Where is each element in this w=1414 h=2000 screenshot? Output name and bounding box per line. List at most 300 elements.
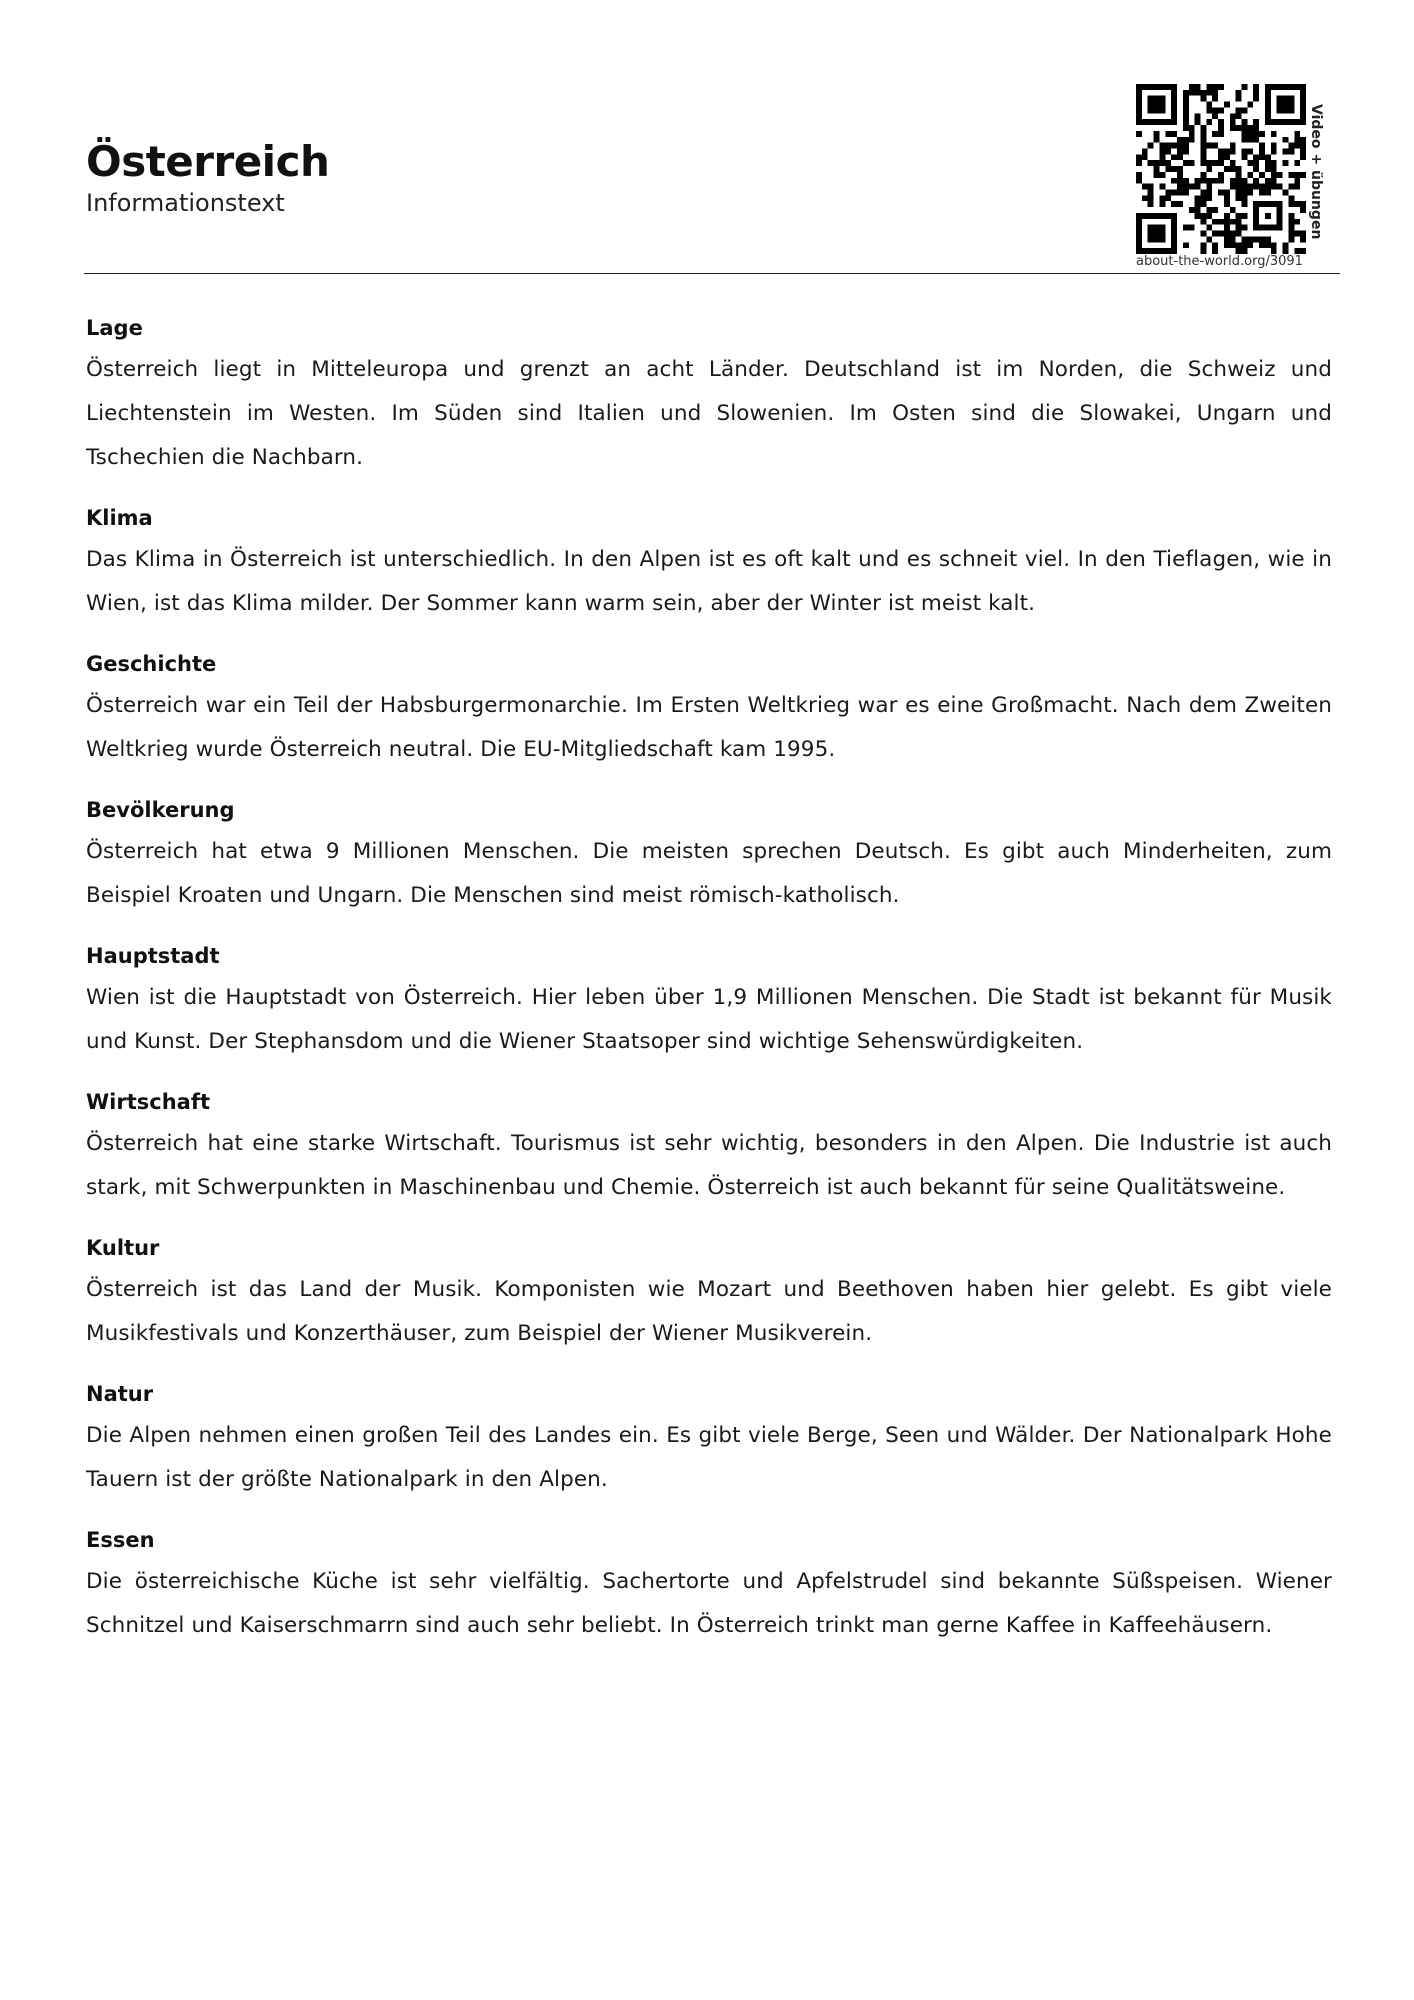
qr-module [1183, 143, 1189, 149]
qr-module [1259, 242, 1265, 248]
section-heading: Kultur [86, 1236, 160, 1260]
qr-module [1183, 125, 1189, 131]
qr-module [1236, 225, 1242, 231]
qr-module [1271, 184, 1277, 190]
qr-module [1247, 190, 1253, 196]
qr-code-block[interactable] [1136, 84, 1314, 268]
qr-module [1271, 172, 1277, 178]
qr-module [1236, 184, 1242, 190]
qr-module [1253, 90, 1259, 96]
qr-module [1200, 213, 1206, 219]
qr-module [1218, 148, 1224, 154]
qr-module [1200, 143, 1206, 149]
qr-module [1195, 184, 1201, 190]
qr-module [1271, 178, 1277, 184]
qr-url-text[interactable]: about-the-world.org/3091 [1136, 254, 1303, 269]
qr-module [1177, 172, 1183, 178]
qr-module [1224, 154, 1230, 160]
qr-module [1265, 178, 1271, 184]
qr-module [1142, 154, 1148, 160]
qr-module [1218, 190, 1224, 196]
qr-module [1177, 184, 1183, 190]
qr-module [1224, 231, 1230, 237]
qr-module [1212, 160, 1218, 166]
section-text: Österreich war ein Teil der Habsburgermonarchie. Im Ersten Weltkrieg war es eine Großmacht. Nach dem Zweiten Weltkrieg wurde Österreich neutral. Die EU-Mitgliedschaft kam 1995. [86, 693, 1332, 762]
qr-module [1154, 137, 1160, 143]
qr-module [1224, 213, 1230, 219]
qr-module [1212, 178, 1218, 184]
qr-module [1212, 96, 1218, 102]
qr-module [1218, 154, 1224, 160]
qr-module [1230, 231, 1236, 237]
qr-module [1206, 225, 1212, 231]
qr-module [1288, 213, 1294, 219]
qr-module [1236, 166, 1242, 172]
qr-module [1142, 148, 1148, 154]
qr-module [1218, 160, 1224, 166]
qr-module [1236, 107, 1242, 113]
qr-module [1218, 231, 1224, 237]
qr-module [1242, 213, 1248, 219]
qr-module [1253, 84, 1259, 90]
section-kultur [86, 1228, 1332, 1356]
qr-module [1183, 119, 1189, 125]
qr-module [1159, 201, 1165, 207]
qr-module [1259, 190, 1265, 196]
qr-module [1288, 236, 1294, 242]
qr-module [1212, 107, 1218, 113]
qr-module [1154, 131, 1160, 137]
qr-module [1189, 90, 1195, 96]
qr-module [1148, 201, 1154, 207]
qr-module [1253, 154, 1259, 160]
qr-module [1236, 213, 1242, 219]
qr-module [1253, 166, 1259, 172]
qr-module [1283, 160, 1289, 166]
qr-module [1183, 184, 1189, 190]
qr-module [1230, 166, 1236, 172]
qr-module [1200, 178, 1206, 184]
qr-module [1177, 166, 1183, 172]
qr-module [1206, 195, 1212, 201]
qr-module [1230, 160, 1236, 166]
qr-module [1218, 119, 1224, 125]
qr-module [1224, 225, 1230, 231]
qr-module [1212, 207, 1218, 213]
qr-module [1189, 225, 1195, 231]
qr-module [1200, 201, 1206, 207]
qr-module [1242, 119, 1248, 125]
page-header [86, 136, 329, 218]
qr-module [1200, 125, 1206, 131]
qr-module [1265, 166, 1271, 172]
qr-module [1177, 137, 1183, 143]
qr-module [1253, 137, 1259, 143]
qr-module [1247, 131, 1253, 137]
qr-module [1206, 213, 1212, 219]
qr-module [1288, 219, 1294, 225]
qr-module [1159, 160, 1165, 166]
qr-module [1236, 219, 1242, 225]
qr-module [1283, 148, 1289, 154]
qr-module [1230, 125, 1236, 131]
qr-module [1224, 236, 1230, 242]
qr-module [1206, 143, 1212, 149]
qr-module [1224, 195, 1230, 201]
qr-module [1189, 131, 1195, 137]
qr-module [1230, 148, 1236, 154]
qr-module [1206, 90, 1212, 96]
qr-module [1242, 184, 1248, 190]
qr-module [1247, 125, 1253, 131]
qr-module [1259, 143, 1265, 149]
qr-module [1271, 166, 1277, 172]
section-wirtschaft [86, 1082, 1332, 1210]
qr-module [1236, 96, 1242, 102]
qr-module [1183, 148, 1189, 154]
section-essen [86, 1520, 1332, 1648]
qr-module [1159, 172, 1165, 178]
qr-module [1136, 154, 1142, 160]
qr-module [1200, 195, 1206, 201]
qr-module [1265, 154, 1271, 160]
qr-module [1206, 184, 1212, 190]
qr-module [1142, 195, 1148, 201]
qr-module [1200, 148, 1206, 154]
qr-module [1183, 96, 1189, 102]
qr-module [1271, 143, 1277, 149]
qr-module [1183, 178, 1189, 184]
qr-module [1271, 242, 1277, 248]
qr-module [1288, 231, 1294, 237]
qr-module [1183, 137, 1189, 143]
qr-module [1253, 119, 1259, 125]
qr-module [1171, 166, 1177, 172]
qr-module [1236, 125, 1242, 131]
qr-module [1148, 195, 1154, 201]
section-text: Die österreichische Küche ist sehr vielfältig. Sachertorte und Apfelstrudel sind bekannte Süßspeisen. Wiener Schnitzel und Kaiserschmarrn sind auch sehr beliebt. In Österreich trinkt man gerne Kaffee in Kaffeehäusern. [86, 1569, 1332, 1638]
qr-module [1165, 166, 1171, 172]
page-title: Österreich [86, 137, 330, 186]
qr-module [1253, 125, 1259, 131]
qr-module [1253, 184, 1259, 190]
qr-module [1177, 143, 1183, 149]
qr-module [1177, 190, 1183, 196]
qr-module [1242, 154, 1248, 160]
section-heading: Klima [86, 506, 153, 530]
qr-module [1224, 190, 1230, 196]
qr-module [1183, 225, 1189, 231]
qr-module [1189, 160, 1195, 166]
qr-module [1171, 131, 1177, 137]
qr-module [1195, 119, 1201, 125]
section-hauptstadt [86, 936, 1332, 1064]
qr-module [1165, 190, 1171, 196]
qr-module [1242, 131, 1248, 137]
qr-module [1236, 242, 1242, 248]
qr-module [1242, 236, 1248, 242]
qr-module [1230, 119, 1236, 125]
qr-module [1165, 160, 1171, 166]
qr-module [1265, 236, 1271, 242]
qr-module [1259, 131, 1265, 137]
page-subtitle: Informationstext [86, 189, 285, 217]
section-bevoelkerung [86, 790, 1332, 918]
qr-module [1242, 84, 1248, 90]
qr-module [1171, 154, 1177, 160]
qr-module [1148, 143, 1154, 149]
qr-module [1265, 160, 1271, 166]
qr-module [1230, 236, 1236, 242]
qr-module [1189, 137, 1195, 143]
qr-module [1189, 125, 1195, 131]
qr-module [1189, 84, 1195, 90]
qr-module [1171, 201, 1177, 207]
section-heading: Wirtschaft [86, 1090, 211, 1114]
header-divider [84, 273, 1340, 274]
qr-module [1200, 219, 1206, 225]
qr-module [1200, 160, 1206, 166]
qr-module [1236, 231, 1242, 237]
qr-module [1265, 184, 1271, 190]
qr-module [1224, 148, 1230, 154]
qr-module [1218, 131, 1224, 137]
qr-module [1177, 154, 1183, 160]
section-heading: Bevölkerung [86, 798, 235, 822]
qr-module [1236, 172, 1242, 178]
qr-module [1224, 242, 1230, 248]
qr-module [1230, 242, 1236, 248]
qr-module [1206, 166, 1212, 172]
qr-module [1224, 219, 1230, 225]
qr-module [1183, 242, 1189, 248]
qr-module [1136, 178, 1142, 184]
qr-module [1230, 184, 1236, 190]
qr-module [1271, 131, 1277, 137]
qr-module [1271, 148, 1277, 154]
qr-module [1159, 195, 1165, 201]
qr-module [1206, 190, 1212, 196]
qr-module [1288, 201, 1294, 207]
qr-module [1195, 113, 1201, 119]
qr-module [1212, 113, 1218, 119]
section-geschichte [86, 644, 1332, 772]
qr-module [1253, 131, 1259, 137]
qr-module [1236, 90, 1242, 96]
section-klima [86, 498, 1332, 626]
qr-module [1177, 148, 1183, 154]
qr-module [1165, 131, 1171, 137]
qr-module [1206, 236, 1212, 242]
qr-module [1206, 160, 1212, 166]
qr-module [1259, 154, 1265, 160]
qr-module [1195, 195, 1201, 201]
qr-module [1212, 219, 1218, 225]
qr-module [1154, 166, 1160, 172]
section-heading: Essen [86, 1528, 155, 1552]
qr-code-icon[interactable] [1136, 84, 1306, 254]
qr-module [1171, 143, 1177, 149]
qr-module [1236, 178, 1242, 184]
qr-module [1212, 131, 1218, 137]
qr-module [1195, 178, 1201, 184]
qr-module [1165, 195, 1171, 201]
qr-module [1212, 90, 1218, 96]
section-heading: Lage [86, 316, 143, 340]
qr-module [1159, 143, 1165, 149]
qr-module [1265, 242, 1271, 248]
qr-module [1200, 90, 1206, 96]
qr-module [1148, 190, 1154, 196]
qr-module [1288, 143, 1294, 149]
section-text: Österreich ist das Land der Musik. Komponisten wie Mozart und Beethoven haben hier gelebt. Es gibt viele Musikfestivals und Konzerthäuser, zum Beispiel der Wiener Musikverein. [86, 1277, 1332, 1346]
qr-module [1259, 236, 1265, 242]
qr-module [1230, 178, 1236, 184]
section-text: Österreich hat etwa 9 Millionen Menschen. Die meisten sprechen Deutsch. Es gibt auch Minderheiten, zum Beispiel Kroaten und Ungarn. Die Menschen sind meist römisch-katholisch. [86, 839, 1332, 908]
qr-module [1224, 166, 1230, 172]
qr-module [1159, 184, 1165, 190]
qr-module [1247, 172, 1253, 178]
qr-module [1189, 184, 1195, 190]
qr-module [1236, 195, 1242, 201]
qr-module [1206, 102, 1212, 108]
qr-module [1200, 131, 1206, 137]
qr-module [1271, 160, 1277, 166]
qr-module [1242, 190, 1248, 196]
qr-module [1142, 184, 1148, 190]
qr-module [1259, 184, 1265, 190]
qr-module [1242, 178, 1248, 184]
qr-module [1200, 96, 1206, 102]
qr-module [1242, 125, 1248, 131]
qr-module [1136, 160, 1142, 166]
qr-module [1236, 190, 1242, 196]
qr-module [1206, 178, 1212, 184]
qr-module [1230, 219, 1236, 225]
qr-module [1148, 184, 1154, 190]
qr-module [1183, 90, 1189, 96]
qr-module [1154, 172, 1160, 178]
qr-module [1230, 143, 1236, 149]
main-content [86, 308, 1332, 1666]
section-heading: Hauptstadt [86, 944, 220, 968]
qr-module [1247, 236, 1253, 242]
qr-module [1195, 90, 1201, 96]
qr-module [1171, 178, 1177, 184]
qr-module [1200, 137, 1206, 143]
qr-module [1277, 172, 1283, 178]
qr-module [1206, 207, 1212, 213]
qr-module [1212, 242, 1218, 248]
qr-module [1242, 201, 1248, 207]
qr-module [1242, 107, 1248, 113]
qr-module [1200, 242, 1206, 248]
qr-module [1165, 148, 1171, 154]
qr-module [1253, 178, 1259, 184]
qr-module [1247, 137, 1253, 143]
qr-module [1242, 242, 1248, 248]
qr-module [1259, 148, 1265, 154]
qr-module [1247, 160, 1253, 166]
qr-module [1230, 207, 1236, 213]
qr-module [1218, 84, 1224, 90]
section-lage [86, 308, 1332, 480]
qr-module [1189, 207, 1195, 213]
qr-module [1212, 231, 1218, 237]
qr-module [1195, 201, 1201, 207]
qr-module [1277, 184, 1283, 190]
qr-module [1224, 201, 1230, 207]
qr-module [1247, 148, 1253, 154]
qr-module [1206, 107, 1212, 113]
qr-module [1195, 213, 1201, 219]
qr-module [1200, 231, 1206, 237]
qr-module [1195, 84, 1201, 90]
section-text: Österreich hat eine starke Wirtschaft. Tourismus ist sehr wichtig, besonders in den Alpen. Die Industrie ist auch stark, mit Schwerpunkten in Maschinenbau und Chemie. Österreich ist auch bekannt für seine Qualitätsweine. [86, 1131, 1332, 1200]
section-heading: Geschichte [86, 652, 217, 676]
section-text: Die Alpen nehmen einen großen Teil des Landes ein. Es gibt viele Berge, Seen und Wälder. Der Nationalpark Hohe Tauern ist der größte Nationalpark in den Alpen. [86, 1423, 1332, 1492]
qr-module [1247, 102, 1253, 108]
qr-module [1212, 143, 1218, 149]
section-text: Das Klima in Österreich ist unterschiedlich. In den Alpen ist es oft kalt und es schneit viel. In den Tieflagen, wie in Wien, ist das Klima milder. Der Sommer kann warm sein, aber der Winter ist meist kalt. [86, 547, 1332, 616]
qr-module [1283, 190, 1289, 196]
qr-module [1159, 148, 1165, 154]
qr-module [1177, 178, 1183, 184]
qr-module [1242, 195, 1248, 201]
qr-module [1159, 154, 1165, 160]
qr-module [1183, 190, 1189, 196]
qr-module [1288, 172, 1294, 178]
qr-module [1136, 172, 1142, 178]
section-text: Wien ist die Hauptstadt von Österreich. Hier leben über 1,9 Millionen Menschen. Die Stadt ist bekannt für Musik und Kunst. Der Stephansdom und die Wiener Staatsoper sind wichtige Sehenswürdigkeiten. [86, 985, 1332, 1054]
qr-module [1253, 160, 1259, 166]
qr-module [1136, 131, 1142, 137]
qr-module [1200, 190, 1206, 196]
qr-module [1283, 137, 1289, 143]
qr-module [1283, 242, 1289, 248]
qr-module [1200, 172, 1206, 178]
section-heading: Natur [86, 1382, 154, 1406]
section-text: Österreich liegt in Mitteleuropa und grenzt an acht Länder. Deutschland ist im Norden, die Schweiz und Liechtenstein im Westen. Im Süden sind Italien und Slowenien. Im Osten sind die Slowakei, Ungarn und Tschechien die Nachbarn. [86, 357, 1332, 470]
qr-module [1265, 190, 1271, 196]
qr-module [1253, 236, 1259, 242]
qr-module [1148, 160, 1154, 166]
qr-module [1183, 113, 1189, 119]
qr-module [1242, 148, 1248, 154]
qr-module [1253, 96, 1259, 102]
qr-module [1288, 195, 1294, 201]
qr-module [1183, 107, 1189, 113]
qr-module [1288, 184, 1294, 190]
qr-module [1288, 148, 1294, 154]
qr-module [1171, 190, 1177, 196]
qr-module [1259, 172, 1265, 178]
qr-module [1288, 225, 1294, 231]
qr-module [1183, 160, 1189, 166]
qr-module [1247, 242, 1253, 248]
qr-module [1206, 119, 1212, 125]
qr-module [1218, 107, 1224, 113]
qr-module [1165, 143, 1171, 149]
qr-module [1242, 225, 1248, 231]
qr-module [1224, 102, 1230, 108]
qr-module [1154, 160, 1160, 166]
qr-module [1200, 154, 1206, 160]
qr-module [1247, 184, 1253, 190]
qr-module [1206, 84, 1212, 90]
qr-module [1218, 125, 1224, 131]
qr-module [1236, 113, 1242, 119]
